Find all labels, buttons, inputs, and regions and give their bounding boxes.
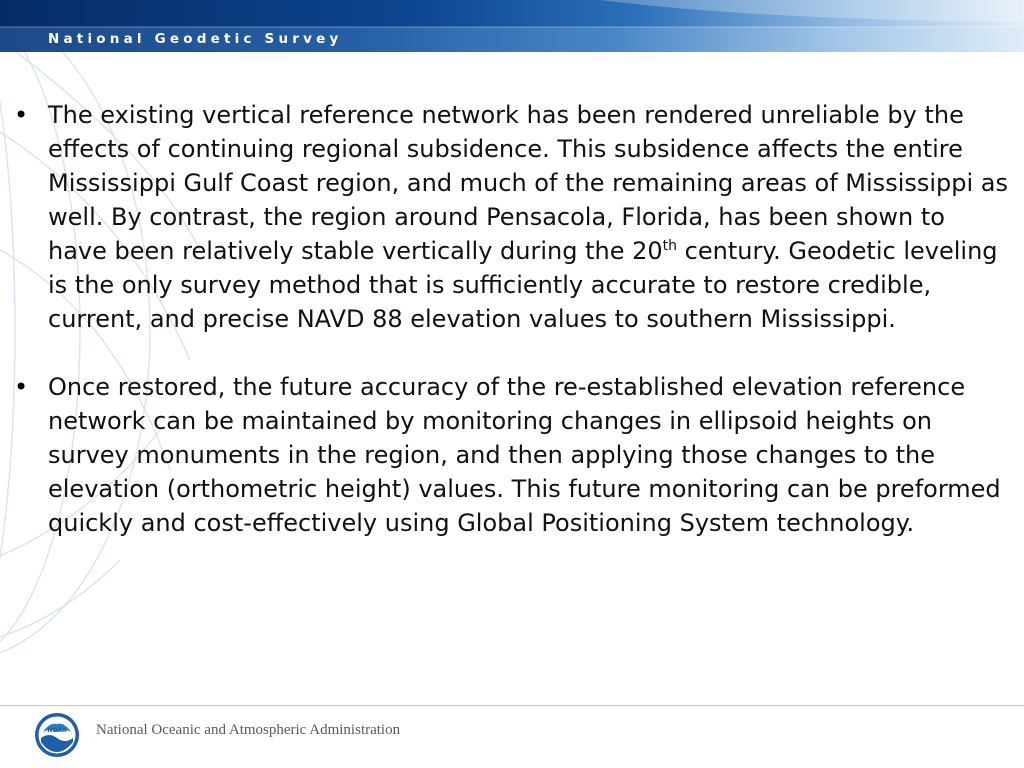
header-banner	[0, 0, 1024, 52]
bullet-text-part: century. Geodetic leveling is the only survey method that is sufficiently accurate to restore credible, current, and precise NAVD 88 elevation values to southern Mississippi.	[48, 237, 998, 333]
footer-divider	[0, 705, 1024, 706]
noaa-logo-text: NOAA	[47, 727, 67, 734]
bullet-text: Once restored, the future accuracy of the re-established elevation reference network can be maintained by monitoring changes in ellipsoid heights on survey monuments in the region, and then applying those changes to the elevation (orthometric height) values. This future monitoring can be preformed quickly and cost-effectively using Global Positioning System technology.	[48, 373, 1001, 537]
bullet-marker: •	[14, 101, 29, 129]
bullet-text-part: The existing vertical reference network has been rendered unreliable by the effects of continuing regional subsidence. This subsidence affects the entire Mississippi Gulf Coast region, and much of the remaining areas of Mississippi as well. By contrast, the region around Pensacola, Florida, has been shown to have been relatively stable vertically during the 20	[48, 101, 1009, 265]
superscript: th	[662, 238, 678, 254]
footer-agency-name: National Oceanic and Atmospheric Administration	[96, 722, 401, 738]
slide-content	[14, 98, 1014, 574]
header-title: National Geodetic Survey	[48, 31, 343, 47]
bullet-text	[48, 98, 1010, 336]
bullet-item	[14, 370, 1014, 540]
bullet-item	[14, 98, 1014, 336]
noaa-logo	[34, 712, 80, 758]
bullet-marker: •	[14, 373, 29, 401]
